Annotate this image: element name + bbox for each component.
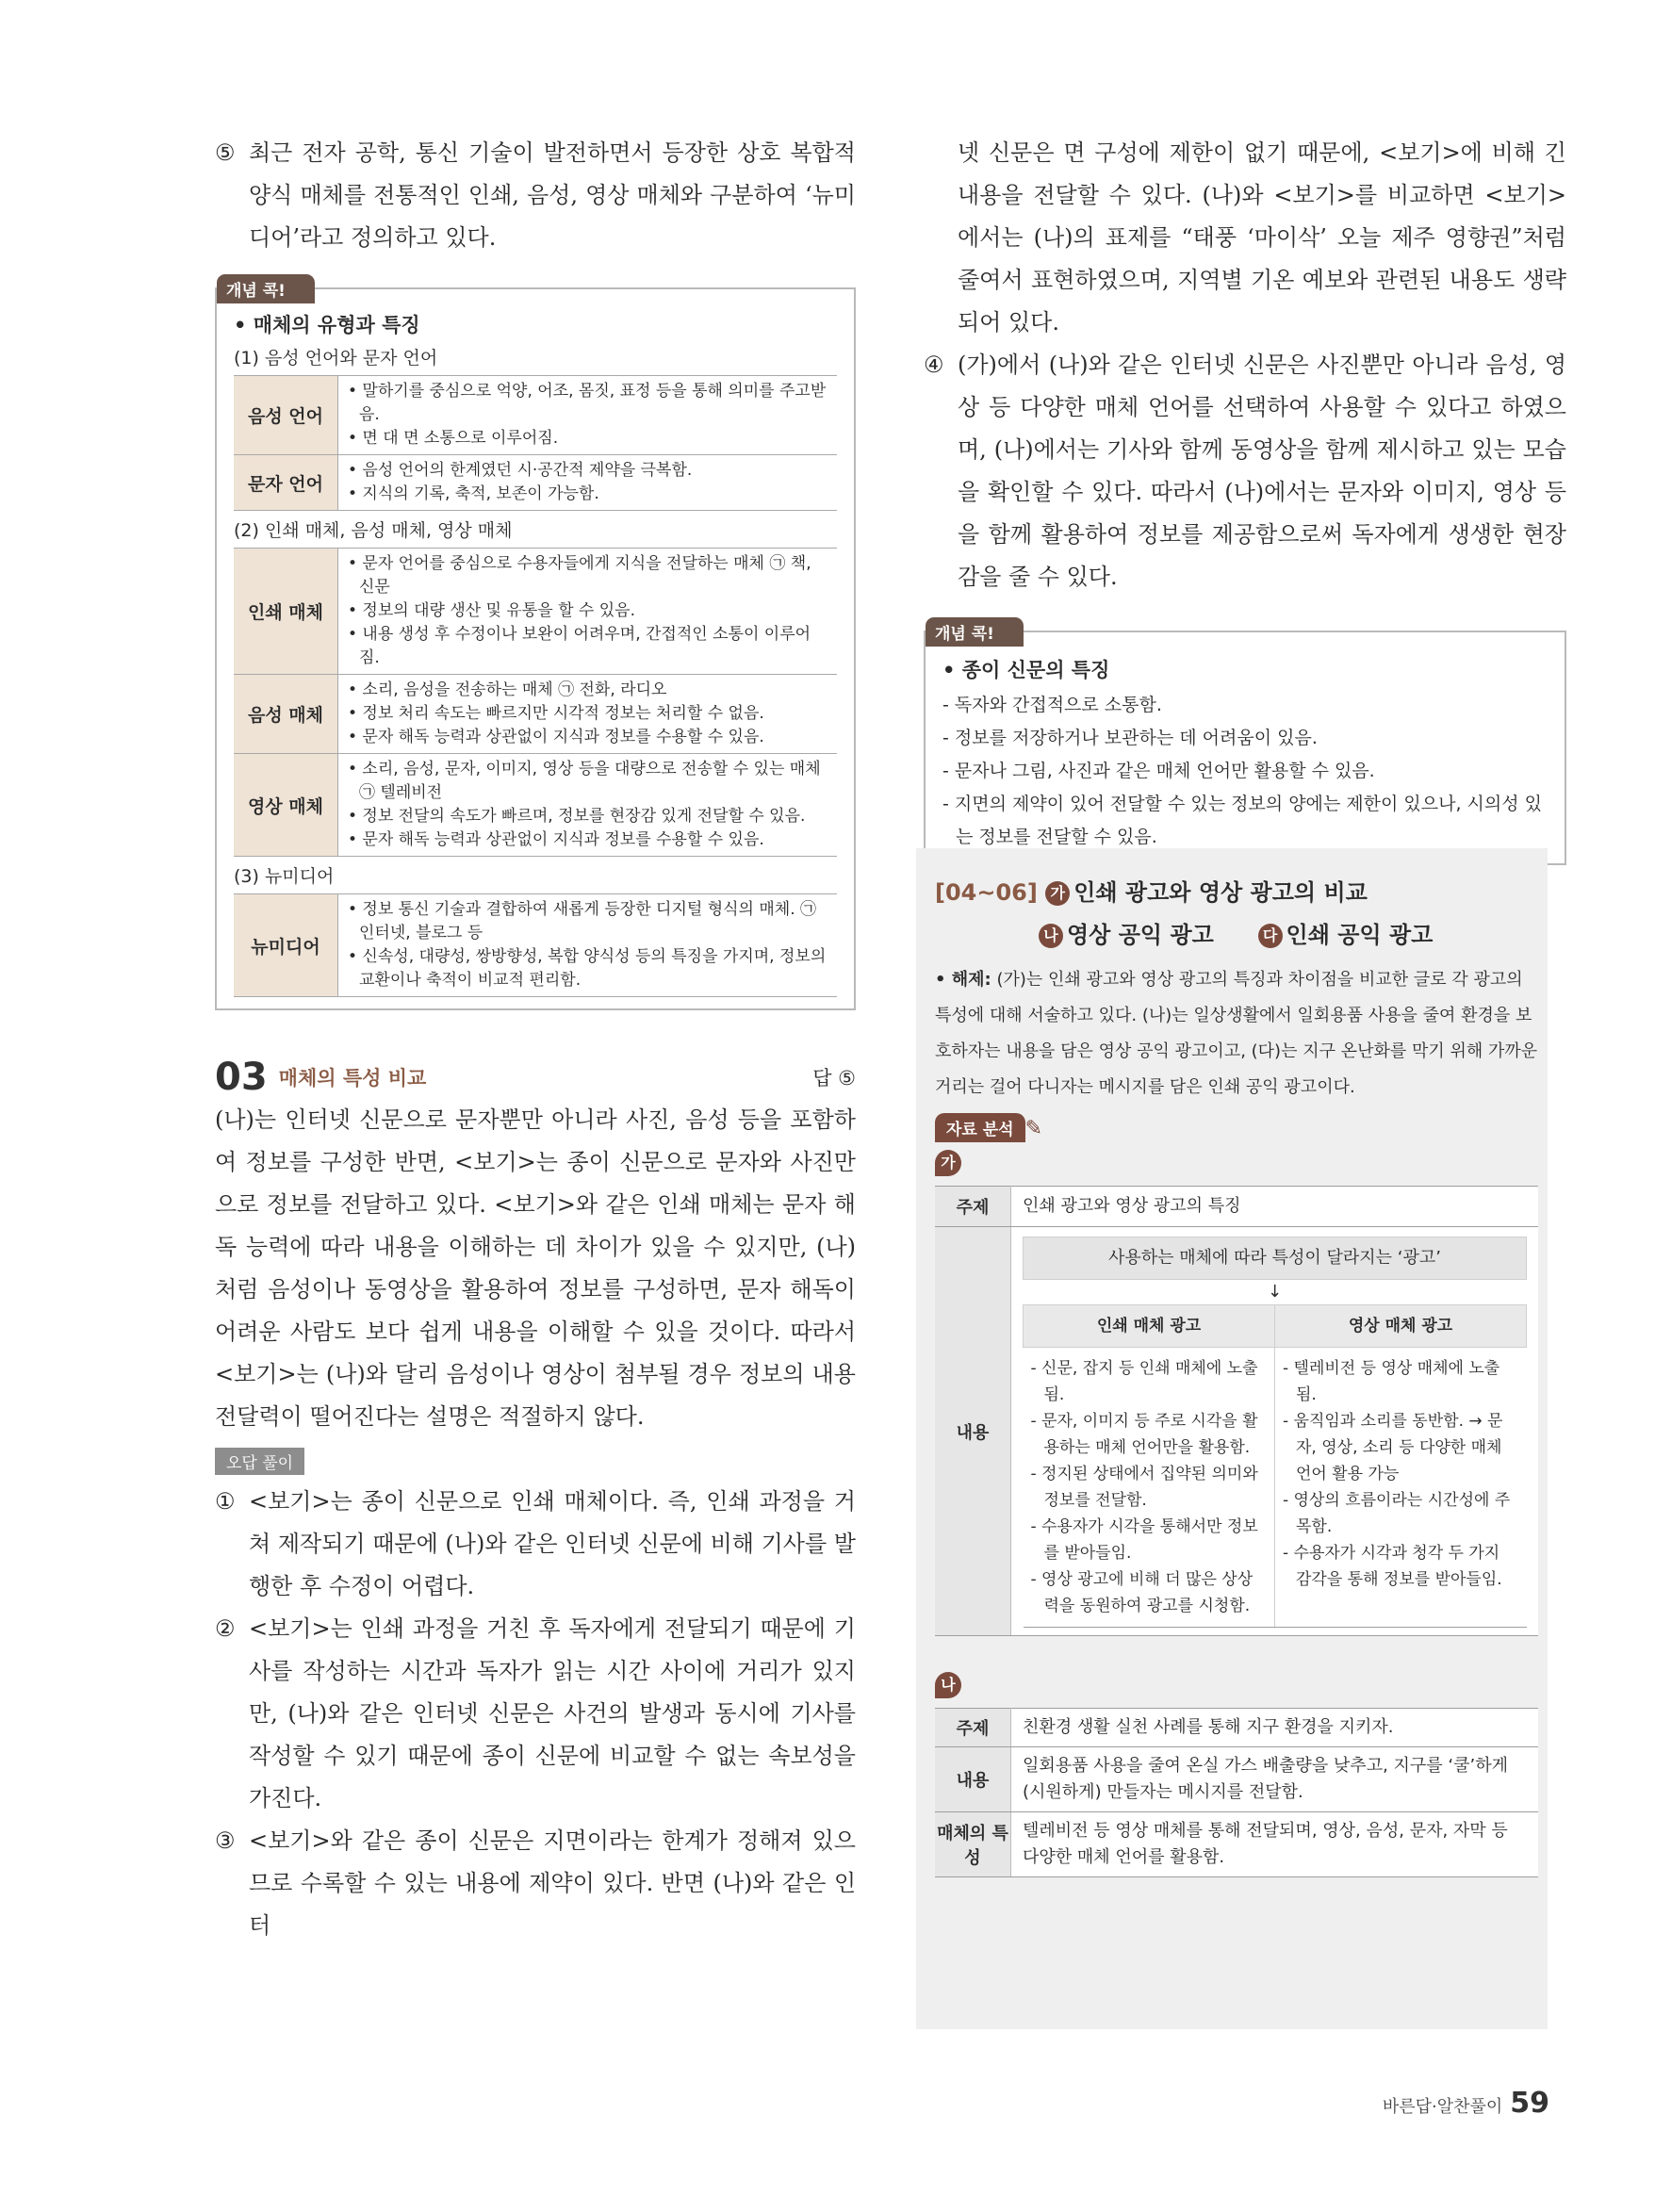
badge-ga-material: 가 — [935, 1150, 961, 1176]
wrong-answer-item — [215, 1820, 856, 1947]
question-03-header — [215, 1056, 856, 1099]
ga-compare-table — [1023, 1304, 1527, 1628]
table-row — [935, 1747, 1538, 1812]
badge-ga: 가 — [1045, 881, 1070, 906]
col-print-ad: 인쇄 매체 광고 — [1024, 1305, 1275, 1348]
media-type-description — [338, 376, 838, 455]
feature-line: - 텔레비전 등 영상 매체에 노출됨. — [1283, 1359, 1500, 1404]
page-number: 59 — [1510, 2087, 1549, 2120]
print-ad-features — [1024, 1348, 1275, 1628]
table-row — [234, 376, 837, 455]
media-type-label: 음성 매체 — [234, 675, 338, 754]
pencil-icon: ✎ — [1024, 1117, 1043, 1140]
concept-subtitle-1: (1) 음성 언어와 문자 언어 — [234, 348, 438, 369]
media-type-label: 뉴미디어 — [234, 894, 338, 997]
question-number: 03 — [215, 1056, 268, 1099]
summary-label: • 해제: — [935, 970, 991, 990]
concept-table-2 — [234, 548, 837, 857]
row-label: 주제 — [935, 1709, 1011, 1747]
item-text: (가)에서 (나)와 같은 인터넷 신문은 사진뿐만 아니라 음성, 영상 등 다양한 매체 언어를 선택하여 사용할 수 있다고 하였으며, (나)에서는 기사와 함께 동영상을 함께 제시하고 있는 모습을 확인할 수 있다. 따라서 (나)에서는 문자와 이미지, 영상 등을 함께 활용하여 정보를 제공함으로써 독자에게 생생한 현장감을 줄 수 있다. — [958, 352, 1566, 590]
wrong-answer-item — [215, 1481, 856, 1608]
text-na-title: 영상 공익 광고 — [1067, 922, 1214, 948]
description-line: • 정보 전달의 속도가 빠르며, 정보를 현장감 있게 전달할 수 있음. — [348, 807, 806, 826]
left-column — [215, 132, 856, 1947]
concept-table-3 — [234, 893, 837, 997]
question-answer: 답 ⑤ — [812, 1067, 856, 1090]
section-title-line-2 — [935, 914, 1538, 957]
media-type-description — [338, 894, 838, 997]
section-summary — [935, 962, 1538, 1106]
description-line: • 지식의 기록, 축적, 보존이 가능함. — [348, 484, 599, 503]
concept-table-1 — [234, 375, 837, 511]
description-line: • 내용 생성 후 수정이나 보완이 어려우며, 간접적인 소통이 이루어짐. — [348, 625, 811, 667]
table-row — [234, 675, 837, 754]
question-03-explanation: (나)는 인터넷 신문으로 문자뿐만 아니라 사진, 음성 등을 포함하여 정보를 구성한 반면, <보기>는 종이 신문으로 문자와 사진만으로 정보를 전달하고 있다. <보기>와 같은 인쇄 매체는 문자 해독 능력에 따라 내용을 이해하는 데 차이가 있을 수 있지만, (나)처럼 음성이나 동영상을 활용하여 정보를 구성하면, 문자 해독이 어려운 사람도 보다 쉽게 내용을 이해할 수 있을 것이다. 따라서 <보기>는 (나)와 달리 음성이나 영상이 첨부될 경우 정보의 내용 전달력이 떨어진다는 설명은 적절하지 않다. — [215, 1106, 856, 1430]
description-line: • 음성 언어의 한계였던 시·공간적 제약을 극복함. — [348, 461, 693, 480]
description-line: • 정보 처리 속도는 빠르지만 시각적 정보는 처리할 수 없음. — [348, 704, 764, 723]
feature-line: - 영상 광고에 비해 더 많은 상상력을 동원하여 광고를 시청함. — [1030, 1570, 1254, 1615]
concept-subtitle-3: (3) 뉴미디어 — [234, 866, 335, 887]
item-marker: ⑤ — [215, 139, 236, 166]
ga-theme-label: 주제 — [935, 1187, 1011, 1227]
page-footer — [1383, 2087, 1549, 2120]
feature-line: - 정지된 상태에서 집약된 의미와 정보를 전달함. — [1030, 1465, 1258, 1510]
text-ga-title: 인쇄 광고와 영상 광고의 비교 — [1073, 879, 1368, 906]
section-title-line-1 — [935, 872, 1538, 914]
ga-box-title: 사용하는 매체에 따라 특성이 달라지는 ‘광고’ — [1023, 1237, 1527, 1280]
media-type-description — [338, 675, 838, 754]
text-da-title: 인쇄 공익 광고 — [1286, 922, 1434, 948]
item-text: <보기>는 종이 신문으로 인쇄 매체이다. 즉, 인쇄 과정을 거쳐 제작되기 때문에 (나)와 같은 인터넷 신문에 비해 기사를 발행한 후 수정이 어렵다. — [249, 1488, 856, 1599]
wrong-answer-label: 오답 풀이 — [215, 1448, 304, 1475]
item-text: 최근 전자 공학, 통신 기술이 발전하면서 등장한 상호 복합적 양식 매체를 전통적인 인쇄, 음성, 영상 매체와 구분하여 ‘뉴미디어’라고 정의하고 있다. — [249, 139, 856, 251]
row-label: 매체의 특성 — [935, 1812, 1011, 1877]
item-marker: ③ — [215, 1827, 236, 1854]
feature-line: - 수용자가 시각을 통해서만 정보를 받아들임. — [1030, 1517, 1258, 1563]
description-line: • 소리, 음성을 전송하는 매체 ㉠ 전화, 라디오 — [348, 680, 667, 699]
concept-tag: 개념 콕! ↖ — [217, 274, 315, 303]
summary-text: (가)는 인쇄 광고와 영상 광고의 특징과 차이점을 비교한 글로 각 광고의 특성에 대해 서술하고 있다. (나)는 일상생활에서 일회용품 사용을 줄여 환경을 보호하자는 내용을 담은 영상 공익 광고이고, (다)는 지구 온난화를 막기 위해 가까운 거리는 걸어 다니자는 메시지를 담은 인쇄 공익 광고이다. — [935, 970, 1538, 1097]
badge-na-material: 나 — [935, 1672, 961, 1698]
media-type-label: 문자 언어 — [234, 455, 338, 511]
description-line: • 문자 언어를 중심으로 수용자들에게 지식을 전달하는 매체 ㉠ 책, 신문 — [348, 554, 811, 597]
feature-line: - 신문, 잡지 등 인쇄 매체에 노출됨. — [1030, 1359, 1258, 1404]
cursor-icon: ↖ — [288, 278, 305, 301]
row-text: 친환경 생활 실천 사례를 통해 지구 환경을 지키자. — [1011, 1709, 1539, 1747]
concept-line: - 문자나 그림, 사진과 같은 매체 언어만 활용할 수 있음. — [942, 761, 1375, 781]
concept-title: • 종이 신문의 특징 — [942, 659, 1110, 681]
item-text: <보기>와 같은 종이 신문은 지면이라는 한계가 정해져 있으므로 수록할 수 있는 내용에 제약이 있다. 반면 (나)와 같은 인터 — [249, 1827, 856, 1939]
table-row — [234, 455, 837, 511]
media-type-description — [338, 549, 838, 675]
question-title: 매체의 특성 비교 — [278, 1067, 427, 1090]
item-marker: ① — [215, 1488, 236, 1515]
video-ad-features — [1275, 1348, 1527, 1628]
concept-line: - 정보를 저장하거나 보관하는 데 어려움이 있음. — [942, 728, 1318, 748]
right-column — [924, 132, 1566, 865]
answer-item-5 — [215, 132, 856, 259]
item-marker: ④ — [924, 352, 944, 378]
na-analysis-table — [935, 1708, 1538, 1877]
item-marker: ② — [215, 1615, 236, 1642]
table-row — [234, 549, 837, 675]
description-line: • 소리, 음성, 문자, 이미지, 영상 등을 대량으로 전송할 수 있는 매체 ㉠ 텔레비전 — [348, 760, 821, 802]
footer-label: 바른답·알찬풀이 — [1382, 2097, 1503, 2117]
table-row — [935, 1812, 1538, 1877]
ga-analysis-table — [935, 1186, 1538, 1636]
concept-title: • 매체의 유형과 특징 — [234, 314, 420, 336]
description-line: • 문자 해독 능력과 상관없이 지식과 정보를 수용할 수 있음. — [348, 830, 764, 849]
data-analysis — [935, 1113, 1538, 1142]
concept-tag: 개념 콕! ↖ — [926, 617, 1024, 647]
section-04-06 — [935, 872, 1538, 1877]
description-line: • 문자 해독 능력과 상관없이 지식과 정보를 수용할 수 있음. — [348, 728, 764, 746]
feature-line: - 문자, 이미지 등 주로 시각을 활용하는 매체 언어만을 활용함. — [1030, 1412, 1258, 1457]
item-text: 넷 신문은 면 구성에 제한이 없기 때문에, <보기>에 비해 긴 내용을 전달할 수 있다. (나)와 <보기>를 비교하면 <보기>에서는 (나)의 표제를 “태풍 ‘마이삭’ 오늘 제주 영향권”처럼 줄여서 표현하였으며, 지역별 기온 예보와 관련된 내용도 생략되어 있다. — [958, 139, 1566, 336]
question-range: [04~06] — [935, 879, 1038, 906]
description-line: • 말하기를 중심으로 억양, 어조, 몸짓, 표정 등을 통해 의미를 주고받음. — [348, 382, 827, 424]
answer-item-3-continued — [924, 132, 1566, 344]
feature-line: - 영상의 흐름이라는 시간성에 주목함. — [1283, 1491, 1511, 1536]
row-text: 일회용품 사용을 줄여 온실 가스 배출량을 낮추고, 지구를 ‘쿨’하게(시원하게) 만들자는 메시지를 전달함. — [1011, 1747, 1539, 1812]
feature-line: - 수용자가 시각과 청각 두 가지 감각을 통해 정보를 받아들임. — [1283, 1544, 1502, 1589]
row-text: 텔레비전 등 영상 매체를 통해 전달되며, 영상, 음성, 문자, 자막 등 다양한 매체 언어를 활용함. — [1011, 1812, 1539, 1877]
table-row — [234, 754, 837, 857]
concept-box-media-types — [215, 278, 856, 1010]
description-line: • 정보의 대량 생산 및 유통을 할 수 있음. — [348, 601, 635, 620]
table-row — [234, 894, 837, 997]
cursor-icon: ↖ — [997, 621, 1014, 644]
ga-theme-text: 인쇄 광고와 영상 광고의 특징 — [1011, 1187, 1539, 1227]
concept-box-newspaper — [924, 621, 1566, 865]
description-line: • 면 대 면 소통으로 이루어짐. — [348, 429, 559, 448]
concept-subtitle-2: (2) 인쇄 매체, 음성 매체, 영상 매체 — [234, 520, 513, 541]
concept-line: - 독자와 간접적으로 소통함. — [942, 695, 1162, 715]
item-text: <보기>는 인쇄 과정을 거친 후 독자에게 전달되기 때문에 기사를 작성하는 시간과 독자가 읽는 시간 사이에 거리가 있지만, (나)와 같은 인터넷 신문은 사건의 발생과 동시에 기사를 작성할 수 있기 때문에 종이 신문에 비교할 수 없는 속보성을 가진다. — [249, 1615, 856, 1811]
description-line: • 정보 통신 기술과 결합하여 새롭게 등장한 디지털 형식의 매체. ㉠ 인터넷, 블로그 등 — [348, 900, 817, 942]
table-row — [935, 1709, 1538, 1747]
badge-na: 나 — [1039, 924, 1063, 948]
media-type-label: 인쇄 매체 — [234, 549, 338, 675]
data-analysis-label: 자료 분석 — [935, 1113, 1025, 1142]
answer-item-4 — [924, 344, 1566, 598]
badge-da: 다 — [1258, 924, 1283, 948]
concept-lines — [942, 689, 1551, 854]
feature-line: - 움직임과 소리를 동반함. → 문자, 영상, 소리 등 다양한 매체 언어 활용 가능 — [1283, 1412, 1503, 1483]
arrow-down-icon: ↓ — [1267, 1282, 1283, 1302]
ga-content-label: 내용 — [935, 1227, 1011, 1636]
media-type-description — [338, 754, 838, 857]
media-type-label: 영상 매체 — [234, 754, 338, 857]
wrong-answer-item — [215, 1608, 856, 1820]
media-type-label: 음성 언어 — [234, 376, 338, 455]
concept-line: - 지면의 제약이 있어 전달할 수 있는 정보의 양에는 제한이 있으나, 시의성 있는 정보를 전달할 수 있음. — [942, 794, 1542, 847]
row-label: 내용 — [935, 1747, 1011, 1812]
description-line: • 신속성, 대량성, 쌍방향성, 복합 양식성 등의 특징을 가지며, 정보의 교환이나 축적이 비교적 편리함. — [348, 947, 827, 990]
media-type-description — [338, 455, 838, 511]
col-video-ad: 영상 매체 광고 — [1275, 1305, 1527, 1348]
wrong-answer-list — [215, 1481, 856, 1947]
